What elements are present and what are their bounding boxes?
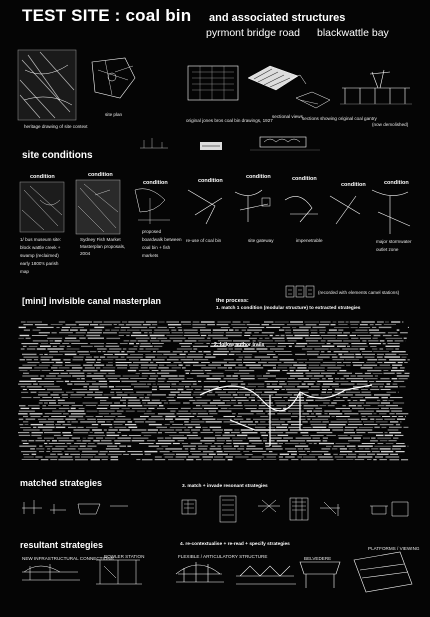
condition-label-7: condition: [341, 182, 366, 188]
elevation-sketches: [140, 137, 320, 150]
caption-heritage: heritage drawing of site context: [24, 124, 88, 129]
condition-label-1: condition: [30, 174, 55, 180]
caption-site-plan: site plan: [105, 112, 123, 117]
condition-label-5: condition: [246, 174, 271, 180]
location-road: pyrmont bridge road: [206, 27, 300, 39]
process-label: the process:: [216, 298, 249, 304]
condition-sketches: [20, 180, 410, 234]
axonometric-sketch: [248, 66, 306, 90]
process-icons: [286, 286, 314, 297]
subtitle: and associated structures: [209, 12, 346, 24]
process-step-2: 2. follow author trails: [214, 342, 265, 348]
coal-bin-drawing-sketch: [188, 66, 238, 100]
condition-caption-4: re-use of coal bin: [186, 238, 222, 243]
condition-caption-3: proposed boardwalk between coal bin + fish markets: [142, 229, 182, 258]
canal-trail: [200, 385, 372, 446]
condition-caption-2: Sydney Fish Market Masterplan proposals, 2004: [80, 237, 126, 256]
resultant-heading: resultant strategies: [20, 540, 104, 550]
caption-demolished: (now demolished): [372, 122, 409, 127]
condition-caption-6: impenetrable: [296, 238, 323, 243]
condition-label-6: condition: [292, 176, 317, 182]
site-conditions-heading: site conditions: [22, 150, 93, 161]
process-step-1: 1. match 1 condition (modular structure) to extracted strategies: [216, 306, 361, 311]
bottom-caption-2: BOWLER STATION: [104, 554, 145, 559]
caption-gantry: sections showing original coal gantry: [302, 116, 377, 121]
heritage-map-sketch: [18, 50, 76, 120]
condition-caption-7: major stormwater outlet zone: [376, 239, 412, 252]
condition-label-2: condition: [88, 172, 113, 178]
condition-caption-1: 1/ bus museum site: block wattle creek + swamp (reclaimed) early 1800's parish map: [20, 237, 62, 274]
process-legend-note: (recorded with elements camel stations): [318, 290, 400, 295]
gantry-sketch: [340, 70, 412, 104]
location-bay: blackwattle bay: [317, 27, 389, 39]
page-title: TEST SITE : coal bin: [22, 6, 192, 25]
caption-original-drawings: original jones bros coal bin drawings, 1927: [186, 118, 273, 123]
matched-sketches: [22, 496, 408, 522]
bottom-caption-4: BELVEDERE: [304, 556, 332, 561]
condition-caption-5: site gateway: [248, 238, 274, 243]
site-plan-sketch: [92, 58, 135, 98]
process-step-3: 3. match + invade resonant strategies: [182, 484, 268, 489]
bottom-caption-1: NEW INFRASTRUCTURAL CONNECTIONS: [22, 556, 114, 561]
process-step-4: 4. re-contextualise + re-read + specify strategies: [180, 542, 290, 547]
caption-sectional: sectional views: [272, 114, 303, 119]
section-sketch: [296, 92, 330, 108]
bottom-caption-5: PLATFORMS / VIEWING: [368, 546, 420, 551]
masterplan-heading: [mini] invisible canal masterplan: [22, 296, 162, 306]
condition-label-3: condition: [143, 180, 168, 186]
matched-heading: matched strategies: [20, 478, 103, 488]
condition-label-8: condition: [384, 180, 409, 186]
condition-label-4: condition: [198, 178, 223, 184]
bottom-caption-3: FLEXIBLE / ARTICULATORY STRUCTURE: [178, 554, 268, 559]
